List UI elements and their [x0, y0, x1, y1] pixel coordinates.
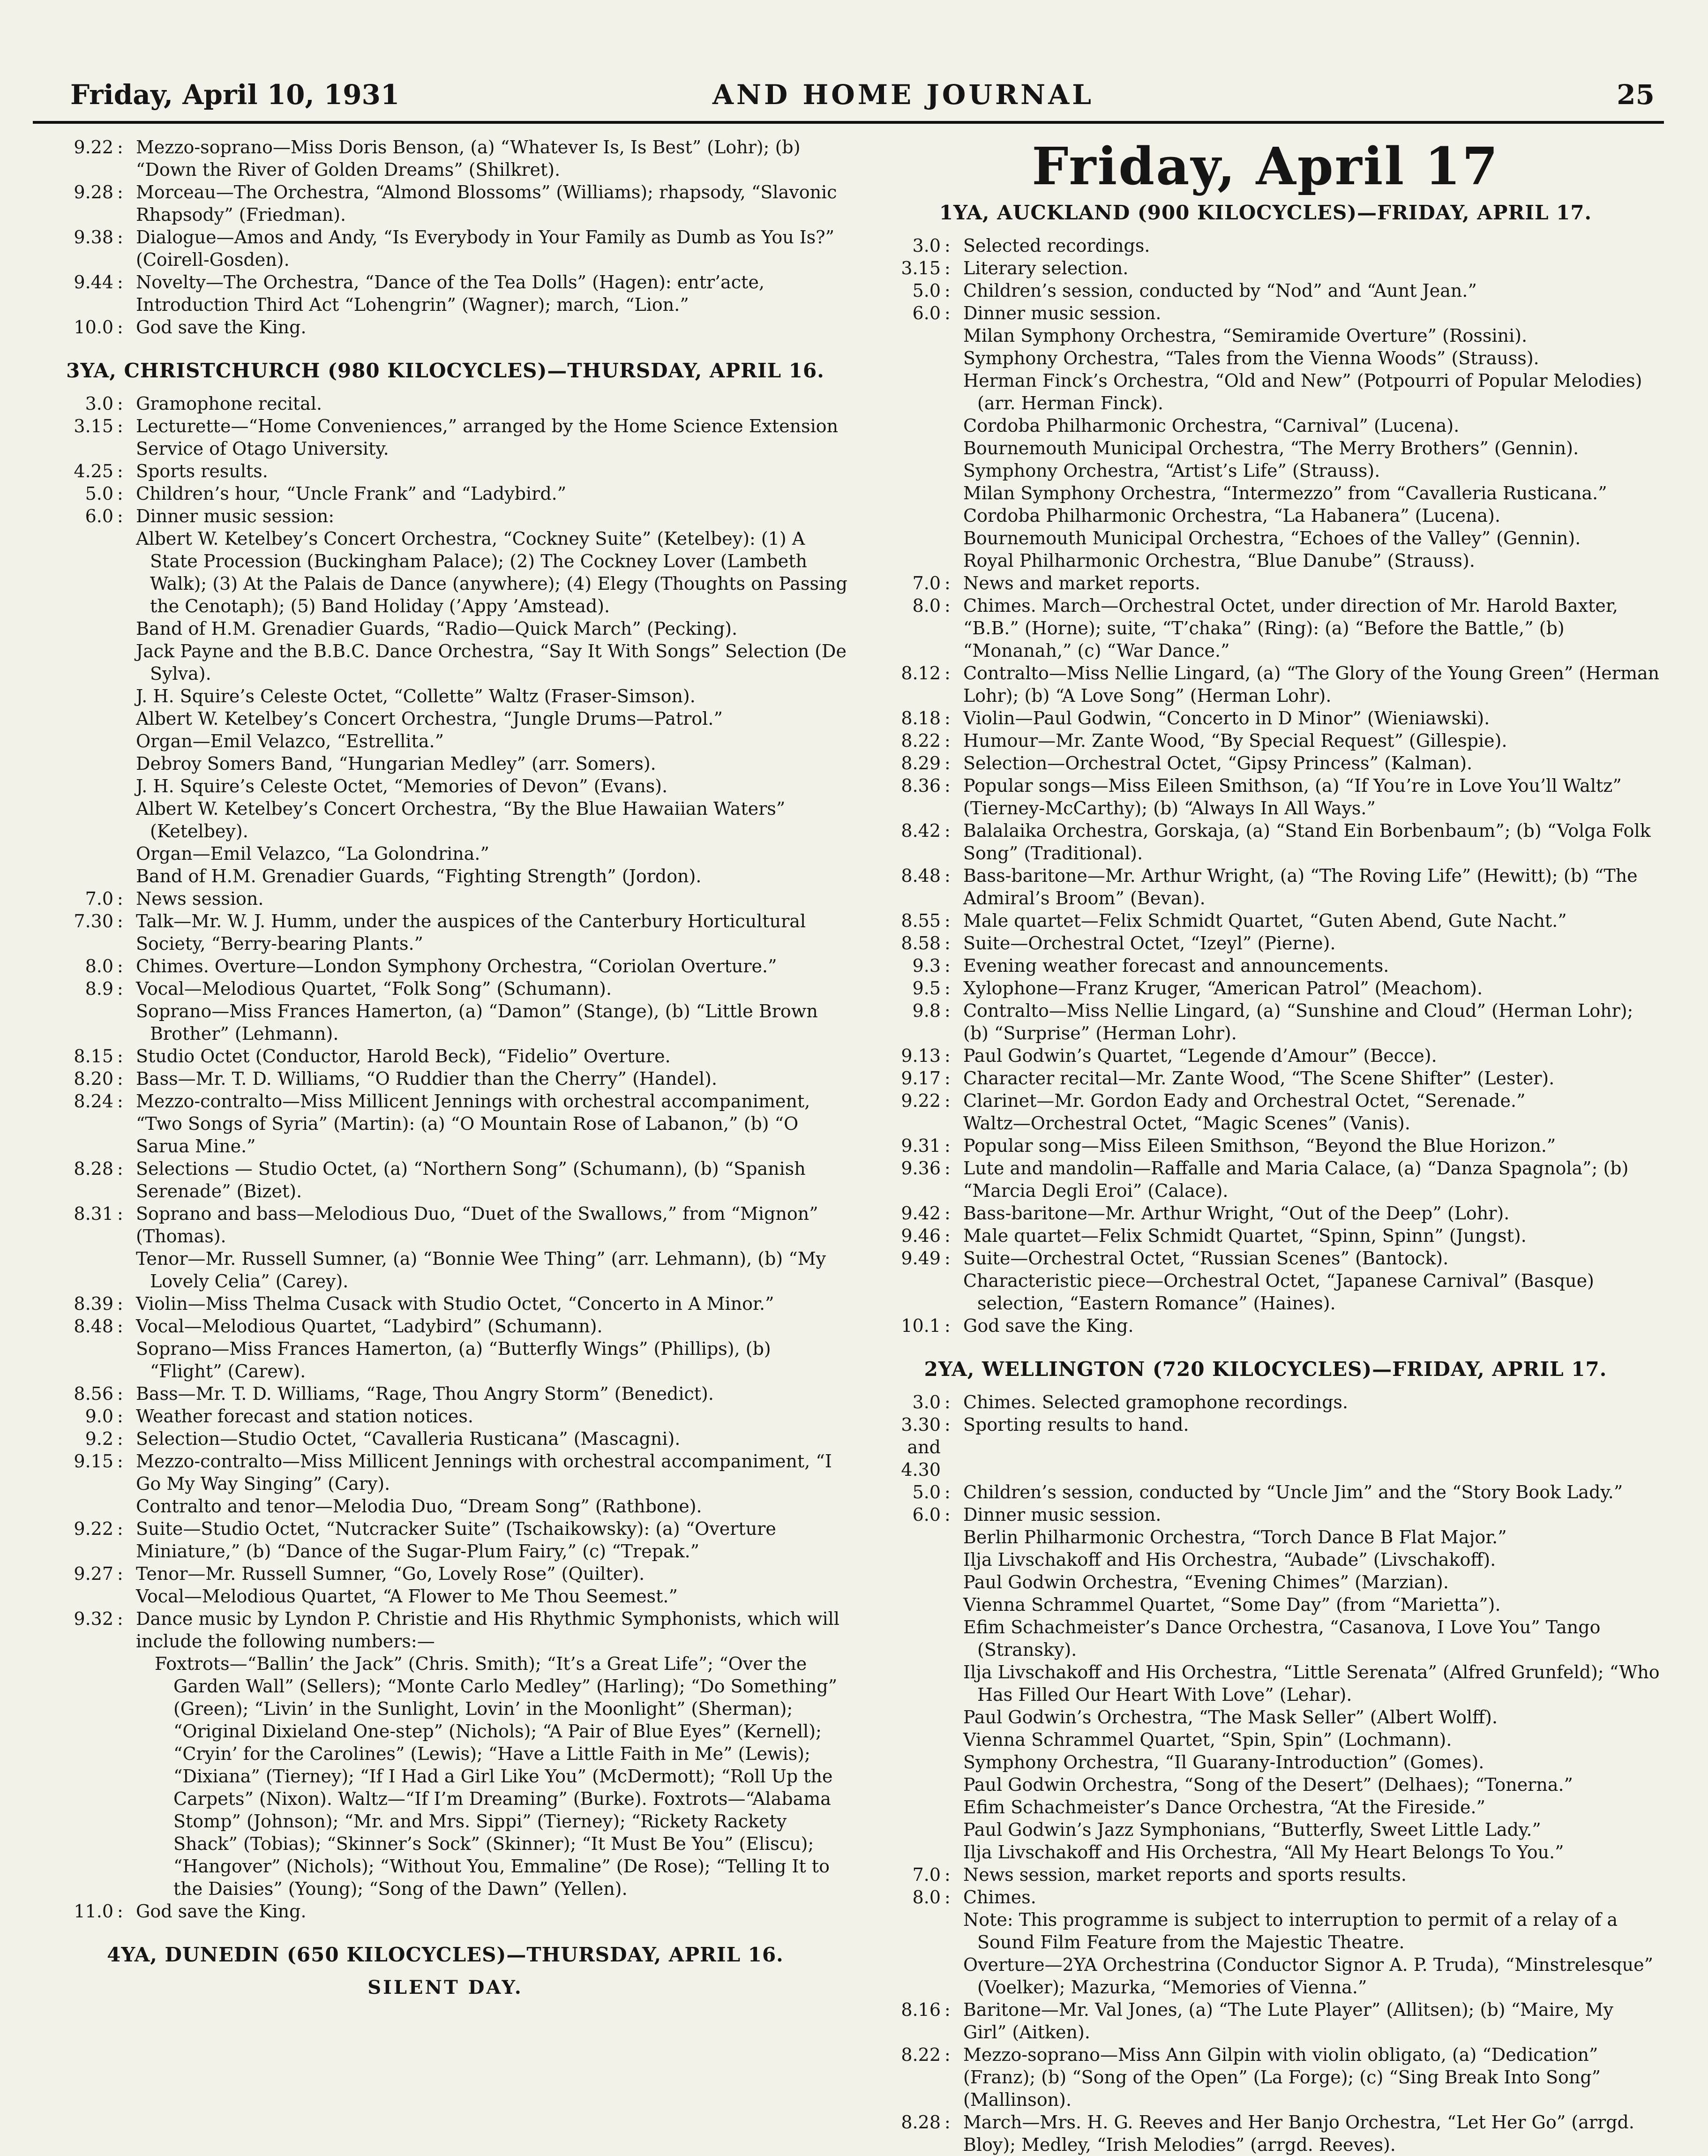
- entry-time: 8.0: [85, 956, 113, 977]
- entry-time: 9.15: [74, 1451, 113, 1472]
- entry-text: Character recital—Mr. Zante Wood, “The Scene Shifter” (Lester).: [963, 1068, 1555, 1089]
- dance-numbers: Foxtrots—“Ballin’ the Jack” (Chris. Smith); “It’s a Great Life”; “Over the Garden Wall” (Sellers); “Monte Carlo Medley” (Harling); “Do Something” (Green); “Livin’ in the Sunlight, Lovin’ in the Moonlight” (Sherman); “Original Dixieland One-step” (Nichols); “A Pair of Blue Eyes” (Kernell); “Cryin’ for the Carolines” (Lewis); “Have a Little Faith in Me” (Lewis); “Dixiana” (Tierney); “If I Had a Girl Like You” (McDermott); “Roll Up the Carpets” (Nixon). Waltz—“If I’m Dreaming” (Burke). Foxtrots—“Alabama Stomp” (Johnson); “Mr. and Mrs. Sippi” (Tierney); “Rickety Rackety Shack” (Tobias); “Skinner’s Sock” (Skinner); “It Must Be You” (Eliscu); “Hangover” (Nichols); “Without You, Emmaline” (De Rose); “Telling It to the Daisies” (Young); “Song of the Dawn” (Yellen).: [155, 1653, 838, 1899]
- programme-entry: 9.13 : Paul Godwin’s Quartet, “Legende d’Amour” (Becce).: [869, 1044, 1662, 1067]
- entry-text: Xylophone—Franz Kruger, “American Patrol” (Meachom).: [963, 978, 1483, 999]
- entry-time: 8.48: [901, 865, 941, 886]
- programme-entry: 8.48 : Bass-baritone—Mr. Arthur Wright, (a) “The Roving Life” (Hewitt); (b) “The Admiral’s Broom” (Bevan).: [869, 864, 1662, 909]
- programme-entry: 7.0 : News and market reports.: [869, 572, 1662, 594]
- entry-text: Dance music by Lyndon P. Christie and His Rhythmic Symphonists, which will include the following numbers:—: [136, 1608, 839, 1652]
- programme-entry: 11.0 : God save the King.: [42, 1900, 848, 1923]
- programme-entry: 9.49 : Suite—Orchestral Octet, “Russian Scenes” (Bantock).: [869, 1247, 1662, 1270]
- dinner-music-item: Efim Schachmeister’s Dance Orchestra, “Casanova, I Love You” Tango (Stransky).: [963, 1617, 1601, 1660]
- entry-time: 9.38: [74, 227, 113, 248]
- entry-time: 8.48: [74, 1316, 113, 1337]
- programme-entry: 8.28 : March—Mrs. H. G. Reeves and Her Banjo Orchestra, “Let Her Go” (arrgd. Bloy); Medley, “Irish Melodies” (arrgd. Reeves).: [869, 2111, 1662, 2156]
- page-header: [33, 70, 1664, 117]
- entry-text: God save the King.: [963, 1315, 1134, 1336]
- programme-entry: 8.42 : Balalaika Orchestra, Gorskaja, (a) “Stand Ein Borbenbaum”; (b) “Volga Folk Song” (Traditional).: [869, 819, 1662, 864]
- dinner-music-item: Symphony Orchestra, “Il Guarany-Introduction” (Gomes).: [963, 1752, 1484, 1773]
- programme-entry: 10.1 : God save the King.: [869, 1315, 1662, 1337]
- entry-time: 6.0: [912, 1504, 941, 1525]
- programme-list: [42, 136, 848, 338]
- dinner-music-item: Organ—Emil Velazco, “Estrellita.”: [136, 731, 444, 751]
- entry-text: Selected recordings.: [963, 235, 1150, 256]
- programme-entry: 9.28 : Morceau—The Orchestra, “Almond Blossoms” (Williams); rhapsody, “Slavonic Rhapsody” (Friedman).: [42, 181, 848, 226]
- entry-time: 10.0: [74, 317, 113, 338]
- entry-time: 9.22: [74, 1518, 113, 1539]
- dinner-music-item: Ilja Livschakoff and His Orchestra, “Little Serenata” (Alfred Grunfeld); “Who Has Filled Our Heart With Love” (Lehar).: [963, 1662, 1660, 1705]
- dinner-music-item: Ilja Livschakoff and His Orchestra, “All My Heart Belongs To You.”: [963, 1842, 1564, 1863]
- silent-day-notice: SILENT DAY.: [367, 1976, 523, 1998]
- entry-time: 9.17: [901, 1068, 941, 1089]
- dinner-music-item: Efim Schachmeister’s Dance Orchestra, “At the Fireside.”: [963, 1797, 1486, 1818]
- station-heading: 1YA, AUCKLAND (900 KILOCYCLES)—FRIDAY, APRIL 17.: [939, 201, 1592, 224]
- entry-time: 8.20: [74, 1068, 113, 1089]
- entry-time: 4.25: [74, 461, 113, 481]
- programme-note: Note: This programme is subject to interruption to permit of a relay of a Sound Film Feature from the Majestic Theatre.: [963, 1909, 1618, 1953]
- entry-time: 7.0: [85, 888, 113, 909]
- dinner-music-item: Albert W. Ketelbey’s Concert Orchestra, “Cockney Suite” (Ketelbey): (1) A State Procession (Buckingham Palace); (2) The Cockney Lover (Lambeth Walk); (3) At the Palais de Dance (anywhere); (4) Elegy (Thoughts on Passing the Cenotaph); (5) Band Holiday (’Appy ’Amstead).: [136, 528, 848, 616]
- entry-time: 8.9: [85, 978, 113, 999]
- entry-text: Selection—Studio Octet, “Cavalleria Rusticana” (Mascagni).: [136, 1428, 681, 1449]
- programme-entry: 9.46 : Male quartet—Felix Schmidt Quartet, “Spinn, Spinn” (Jungst).: [869, 1224, 1662, 1247]
- dinner-music-item: Albert W. Ketelbey’s Concert Orchestra, “By the Blue Hawaiian Waters” (Ketelbey).: [136, 798, 786, 841]
- entry-text: Mezzo-soprano—Miss Ann Gilpin with violin obligato, (a) “Dedication” (Franz); (b) “Song of the Open” (La Forge); (c) “Sing Break Into Song” (Mallinson).: [963, 2044, 1601, 2110]
- entry-time: 5.0: [85, 483, 113, 504]
- entry-text: News session.: [136, 888, 264, 909]
- entry-time: 5.0: [912, 280, 941, 301]
- entry-text: Tenor—Mr. Russell Sumner, “Go, Lovely Rose” (Quilter).: [136, 1563, 645, 1584]
- dinner-music-item: J. H. Squire’s Celeste Octet, “Collette” Waltz (Fraser-Simson).: [136, 686, 696, 706]
- entry-time: 9.36: [901, 1158, 941, 1179]
- station-heading: 4YA, DUNEDIN (650 KILOCYCLES)—THURSDAY, APRIL 16.: [107, 1943, 784, 1966]
- entry-text: Morceau—The Orchestra, “Almond Blossoms” (Williams); rhapsody, “Slavonic Rhapsody” (Friedman).: [136, 182, 837, 225]
- dinner-music-item: Paul Godwin Orchestra, “Song of the Desert” (Delhaes); “Tonerna.”: [963, 1774, 1573, 1795]
- entry-time: 8.36: [901, 775, 941, 796]
- entry-text: God save the King.: [136, 317, 307, 338]
- entry-text: Male quartet—Felix Schmidt Quartet, “Spinn, Spinn” (Jungst).: [963, 1225, 1527, 1246]
- entry-text: Chimes. Overture—London Symphony Orchestra, “Coriolan Overture.”: [136, 956, 777, 977]
- programme-subitem: Soprano—Miss Frances Hamerton, (a) “Damon” (Stange), (b) “Little Brown Brother” (Lehmann).: [136, 1001, 818, 1044]
- entry-time: 9.28: [74, 182, 113, 203]
- programme-entry: 5.0 : Children’s session, conducted by “Nod” and “Aunt Jean.”: [869, 279, 1662, 302]
- entry-time: 9.22: [901, 1090, 941, 1111]
- programme-entry: 9.27 : Tenor—Mr. Russell Sumner, “Go, Lovely Rose” (Quilter).: [42, 1563, 848, 1585]
- entry-time: 3.30 and 4.30: [901, 1414, 941, 1480]
- programme-entry: 8.9 : Vocal—Melodious Quartet, “Folk Song” (Schumann).: [42, 977, 848, 1000]
- programme-entry: 7.0 : News session, market reports and sports results.: [869, 1863, 1662, 1886]
- entry-text: Paul Godwin’s Quartet, “Legende d’Amour” (Becce).: [963, 1045, 1437, 1066]
- programme-list: [42, 887, 848, 1000]
- entry-text: Bass—Mr. T. D. Williams, “O Ruddier than the Cherry” (Handel).: [136, 1068, 718, 1089]
- entry-time: 9.22: [74, 137, 113, 158]
- entry-time: 3.0: [912, 235, 941, 256]
- entry-text: Popular song—Miss Eileen Smithson, “Beyond the Blue Horizon.”: [963, 1135, 1556, 1156]
- dinner-music-item: Symphony Orchestra, “Tales from the Vienna Woods” (Strauss).: [963, 348, 1539, 368]
- entry-time: 8.55: [901, 910, 941, 931]
- programme-entry: 9.42 : Bass-baritone—Mr. Arthur Wright, “Out of the Deep” (Lohr).: [869, 1202, 1662, 1224]
- programme-subitem: Contralto and tenor—Melodia Duo, “Dream Song” (Rathbone).: [136, 1496, 702, 1517]
- dinner-music-item: Band of H.M. Grenadier Guards, “Radio—Quick March” (Pecking).: [136, 618, 738, 639]
- entry-text: Mezzo-contralto—Miss Millicent Jennings with orchestral accompaniment, “Two Songs of Syria” (Martin): (a) “O Mountain Rose of Labanon,” (b) “O Sarua Mine.”: [136, 1091, 810, 1157]
- programme-entry: 7.0 : News session.: [42, 887, 848, 910]
- entry-time: 8.39: [74, 1293, 113, 1314]
- entry-text: Vocal—Melodious Quartet, “Folk Song” (Schumann).: [136, 978, 612, 999]
- right-column: [869, 136, 1662, 2156]
- entry-text: Children’s session, conducted by “Uncle Jim” and the “Story Book Lady.”: [963, 1482, 1623, 1502]
- programme-list: [869, 572, 1662, 1112]
- programme-list: [869, 1391, 1662, 1526]
- programme-entry: 7.30 : Talk—Mr. W. J. Humm, under the auspices of the Canterbury Horticultural Society, “Berry-bearing Plants.”: [42, 910, 848, 955]
- programme-entry: 9.22 : Suite—Studio Octet, “Nutcracker Suite” (Tschaikowsky): (a) “Overture Miniature,” (b) “Dance of the Sugar-Plum Fairy,” (c) “Trepak.”: [42, 1517, 848, 1563]
- programme-entry: 9.0 : Weather forecast and station notices.: [42, 1405, 848, 1427]
- programme-entry: 9.38 : Dialogue—Amos and Andy, “Is Everybody in Your Family as Dumb as You Is?” (Coirell-Gosden).: [42, 226, 848, 271]
- dinner-music-item: Berlin Philharmonic Orchestra, “Torch Dance B Flat Major.”: [963, 1527, 1507, 1548]
- programme-entry: 8.20 : Bass—Mr. T. D. Williams, “O Ruddier than the Cherry” (Handel).: [42, 1067, 848, 1090]
- day-title: Friday, April 17: [1032, 136, 1499, 196]
- programme-entry: 8.31 : Soprano and bass—Melodious Duo, “Duet of the Swallows,” from “Mignon” (Thomas).: [42, 1202, 848, 1247]
- dinner-music-item: Cordoba Philharmonic Orchestra, “La Habanera” (Lucena).: [963, 505, 1501, 526]
- dinner-music-list: [42, 527, 848, 887]
- dinner-music-item: Ilja Livschakoff and His Orchestra, “Aubade” (Livschakoff).: [963, 1549, 1496, 1570]
- entry-text: News session, market reports and sports results.: [963, 1864, 1407, 1885]
- entry-time: 9.13: [901, 1045, 941, 1066]
- entry-time: 9.8: [912, 1000, 941, 1021]
- programme-entry: 8.12 : Contralto—Miss Nellie Lingard, (a) “The Glory of the Young Green” (Herman Lohr); (b) “A Love Song” (Herman Lohr).: [869, 662, 1662, 707]
- entry-time: 3.0: [85, 393, 113, 414]
- programme-entry: 4.25 : Sports results.: [42, 460, 848, 482]
- entry-text: Dialogue—Amos and Andy, “Is Everybody in Your Family as Dumb as You Is?” (Coirell-Gosden).: [136, 227, 835, 270]
- programme-entry: 9.3 : Evening weather forecast and announcements.: [869, 954, 1662, 977]
- dinner-music-item: Bournemouth Municipal Orchestra, “Echoes of the Valley” (Gennin).: [963, 528, 1581, 548]
- programme-subitem: Characteristic piece—Orchestral Octet, “Japanese Carnival” (Basque) selection, “Eastern Romance” (Haines).: [963, 1270, 1594, 1314]
- programme-entry: 5.0 : Children’s session, conducted by “Uncle Jim” and the “Story Book Lady.”: [869, 1481, 1662, 1503]
- entry-time: 7.30: [74, 911, 113, 932]
- entry-text: Clarinet—Mr. Gordon Eady and Orchestral Octet, “Serenade.”: [963, 1090, 1526, 1111]
- programme-entry: 8.18 : Violin—Paul Godwin, “Concerto in D Minor” (Wieniawski).: [869, 707, 1662, 729]
- entry-text: Violin—Miss Thelma Cusack with Studio Octet, “Concerto in A Minor.”: [136, 1293, 774, 1314]
- entry-time: 9.0: [85, 1406, 113, 1427]
- programme-entry: 3.0 : Selected recordings.: [869, 234, 1662, 257]
- programme-entry: 6.0 : Dinner music session.: [869, 1503, 1662, 1526]
- programme-entry: 8.16 : Baritone—Mr. Val Jones, (a) “The Lute Player” (Allitsen); (b) “Maire, My Girl” (Aitken).: [869, 1998, 1662, 2043]
- dinner-music-list: [869, 1526, 1662, 1863]
- entry-text: Dinner music session.: [963, 1504, 1161, 1525]
- entry-time: 9.32: [74, 1608, 113, 1629]
- entry-text: Soprano and bass—Melodious Duo, “Duet of the Swallows,” from “Mignon” (Thomas).: [136, 1203, 818, 1247]
- entry-text: Lute and mandolin—Raffalle and Maria Calace, (a) “Danza Spagnola”; (b) “Marcia Degli Eroi” (Calace).: [963, 1158, 1629, 1201]
- dinner-music-item: Organ—Emil Velazco, “La Golondrina.”: [136, 843, 489, 864]
- entry-time: 9.44: [74, 272, 113, 293]
- entry-time: 3.15: [74, 416, 113, 436]
- entry-time: 9.3: [912, 955, 941, 976]
- programme-list: [42, 1045, 848, 1247]
- entry-text: Baritone—Mr. Val Jones, (a) “The Lute Player” (Allitsen); (b) “Maire, My Girl” (Aitken).: [963, 1999, 1613, 2043]
- entry-text: Suite—Orchestral Octet, “Russian Scenes” (Bantock).: [963, 1248, 1449, 1269]
- programme-entry: 8.56 : Bass—Mr. T. D. Williams, “Rage, Thou Angry Storm” (Benedict).: [42, 1382, 848, 1405]
- programme-subitem: Tenor—Mr. Russell Sumner, (a) “Bonnie Wee Thing” (arr. Lehmann), (b) “My Lovely Celia” (Carey).: [136, 1248, 826, 1292]
- programme-subitem: Vocal—Melodious Quartet, “A Flower to Me Thou Seemest.”: [136, 1586, 678, 1607]
- programme-entry: 6.0 : Dinner music session:: [42, 505, 848, 527]
- entry-text: Novelty—The Orchestra, “Dance of the Tea Dolls” (Hagen): entr’acte, Introduction Third Act “Lohengrin” (Wagner); march, “Lion.”: [136, 272, 765, 315]
- programme-entry: 9.22 : Clarinet—Mr. Gordon Eady and Orchestral Octet, “Serenade.”: [869, 1089, 1662, 1112]
- dinner-music-item: Debroy Somers Band, “Hungarian Medley” (arr. Somers).: [136, 753, 656, 774]
- entry-time: 3.15: [901, 258, 941, 278]
- programme-entry: 8.36 : Popular songs—Miss Eileen Smithson, (a) “If You’re in Love You’ll Waltz” (Tierney-McCarthy); (b) “Always In All Ways.”: [869, 774, 1662, 819]
- dinner-music-item: Bournemouth Municipal Orchestra, “The Merry Brothers” (Gennin).: [963, 438, 1579, 458]
- entry-text: Bass-baritone—Mr. Arthur Wright, (a) “The Roving Life” (Hewitt); (b) “The Admiral’s Broom” (Bevan).: [963, 865, 1638, 909]
- entry-text: Literary selection.: [963, 258, 1129, 278]
- header-page-number: 25: [1617, 79, 1655, 111]
- dinner-music-item: Paul Godwin Orchestra, “Evening Chimes” (Marzian).: [963, 1572, 1449, 1593]
- entry-time: 8.22: [901, 2044, 941, 2065]
- programme-entry: 3.0 : Chimes. Selected gramophone recordings.: [869, 1391, 1662, 1413]
- programme-entry: 8.48 : Vocal—Melodious Quartet, “Ladybird” (Schumann).: [42, 1315, 848, 1337]
- entry-text: Bass-baritone—Mr. Arthur Wright, “Out of the Deep” (Lohr).: [963, 1203, 1510, 1224]
- programme-entry: 3.15 : Literary selection.: [869, 257, 1662, 279]
- programme-entry: 9.15 : Mezzo-contralto—Miss Millicent Jennings with orchestral accompaniment, “I Go My Way Singing” (Cary).: [42, 1450, 848, 1495]
- programme-entry: 8.58 : Suite—Orchestral Octet, “Izeyl” (Pierne).: [869, 932, 1662, 954]
- entry-text: News and market reports.: [963, 573, 1200, 593]
- entry-text: Mezzo-contralto—Miss Millicent Jennings with orchestral accompaniment, “I Go My Way Singing” (Cary).: [136, 1451, 832, 1494]
- entry-time: 8.0: [912, 595, 941, 616]
- entry-text: Suite—Studio Octet, “Nutcracker Suite” (Tschaikowsky): (a) “Overture Miniature,” (b) “Dance of the Sugar-Plum Fairy,” (c) “Trepak.”: [136, 1518, 776, 1562]
- dinner-music-item: Milan Symphony Orchestra, “Semiramide Overture” (Rossini).: [963, 325, 1528, 346]
- entry-text: Dinner music session.: [963, 303, 1161, 323]
- programme-entry: 8.24 : Mezzo-contralto—Miss Millicent Jennings with orchestral accompaniment, “Two Songs of Syria” (Martin): (a) “O Mountain Rose of Labanon,” (b) “O Sarua Mine.”: [42, 1090, 848, 1157]
- programme-entry: 3.15 : Lecturette—“Home Conveniences,” arranged by the Home Science Extension Service of Otago University.: [42, 415, 848, 460]
- entry-text: Humour—Mr. Zante Wood, “By Special Request” (Gillespie).: [963, 730, 1507, 751]
- entry-time: 7.0: [912, 573, 941, 593]
- entry-time: 8.16: [901, 1999, 941, 2020]
- programme-list: [869, 1863, 1662, 1908]
- entry-time: 8.58: [901, 933, 941, 954]
- programme-entry: 9.5 : Xylophone—Franz Kruger, “American Patrol” (Meachom).: [869, 977, 1662, 999]
- entry-time: 8.29: [901, 753, 941, 774]
- programme-entry: 3.30 and 4.30 : Sporting results to hand.: [869, 1413, 1662, 1481]
- dinner-music-item: Vienna Schrammel Quartet, “Spin, Spin” (Lochmann).: [963, 1729, 1452, 1750]
- entry-time: 10.1: [901, 1315, 941, 1336]
- programme-entry: 8.0 : Chimes. March—Orchestral Octet, under direction of Mr. Harold Baxter, “B.B.” (Horne); suite, “T’chaka” (Ring): (a) “Before the Battle,” (b) “Monanah,” (c) “War Dance.”: [869, 594, 1662, 662]
- entry-text: Selection—Orchestral Octet, “Gipsy Princess” (Kalman).: [963, 753, 1473, 774]
- dinner-music-item: Paul Godwin’s Jazz Symphonians, “Butterfly, Sweet Little Lady.”: [963, 1819, 1541, 1840]
- entry-text: Talk—Mr. W. J. Humm, under the auspices of the Canterbury Horticultural Society, “Berry-bearing Plants.”: [136, 911, 806, 954]
- entry-text: Chimes. Selected gramophone recordings.: [963, 1392, 1348, 1412]
- entry-time: 6.0: [912, 303, 941, 323]
- entry-text: Chimes. March—Orchestral Octet, under direction of Mr. Harold Baxter, “B.B.” (Horne); suite, “T’chaka” (Ring): (a) “Before the Battle,” (b) “Monanah,” (c) “War Dance.”: [963, 595, 1618, 661]
- entry-text: Gramophone recital.: [136, 393, 322, 414]
- programme-entry: 8.28 : Selections — Studio Octet, (a) “Northern Song” (Schumann), (b) “Spanish Serenade” (Bizet).: [42, 1157, 848, 1202]
- programme-entry: 8.29 : Selection—Orchestral Octet, “Gipsy Princess” (Kalman).: [869, 752, 1662, 774]
- entry-time: 9.49: [901, 1248, 941, 1269]
- dinner-music-list: [869, 324, 1662, 572]
- entry-text: Children’s session, conducted by “Nod” and “Aunt Jean.”: [963, 280, 1477, 301]
- entry-text: Contralto—Miss Nellie Lingard, (a) “Sunshine and Cloud” (Herman Lohr); (b) “Surprise” (Herman Lohr).: [963, 1000, 1633, 1044]
- programme-entry: 10.0 : God save the King.: [42, 316, 848, 338]
- programme-entry: 6.0 : Dinner music session.: [869, 302, 1662, 324]
- entry-text: Children’s hour, “Uncle Frank” and “Ladybird.”: [136, 483, 567, 504]
- entry-time: 9.46: [901, 1225, 941, 1246]
- entry-time: 8.12: [901, 663, 941, 684]
- programme-entry: 8.55 : Male quartet—Felix Schmidt Quartet, “Guten Abend, Gute Nacht.”: [869, 909, 1662, 932]
- entry-time: 8.42: [901, 820, 941, 841]
- entry-text: Balalaika Orchestra, Gorskaja, (a) “Stand Ein Borbenbaum”; (b) “Volga Folk Song” (Traditional).: [963, 820, 1651, 864]
- programme-list: [869, 1998, 1662, 2156]
- entry-time: 9.2: [85, 1428, 113, 1449]
- dinner-music-item: Paul Godwin’s Orchestra, “The Mask Seller” (Albert Wolff).: [963, 1707, 1498, 1728]
- entry-text: Mezzo-soprano—Miss Doris Benson, (a) “Whatever Is, Is Best” (Lohr); (b) “Down the River of Golden Dreams” (Shilkret).: [136, 137, 801, 180]
- entry-text: Studio Octet (Conductor, Harold Beck), “Fidelio” Overture.: [136, 1046, 671, 1067]
- programme-entry: 3.0 : Gramophone recital.: [42, 392, 848, 415]
- entry-time: 7.0: [912, 1864, 941, 1885]
- programme-entry: 8.0 : Chimes. Overture—London Symphony Orchestra, “Coriolan Overture.”: [42, 955, 848, 977]
- entry-time: 9.31: [901, 1135, 941, 1156]
- dinner-music-item: Vienna Schrammel Quartet, “Some Day” (from “Marietta”).: [963, 1594, 1501, 1615]
- programme-list: [42, 1517, 848, 1585]
- entry-text: March—Mrs. H. G. Reeves and Her Banjo Orchestra, “Let Her Go” (arrgd. Bloy); Medley, “Irish Melodies” (arrgd. Reeves).: [963, 2112, 1634, 2155]
- entry-time: 8.22: [901, 730, 941, 751]
- entry-text: Selections — Studio Octet, (a) “Northern Song” (Schumann), (b) “Spanish Serenade” (Bizet).: [136, 1158, 806, 1202]
- entry-text: Popular songs—Miss Eileen Smithson, (a) “If You’re in Love You’ll Waltz” (Tierney-McCarthy); (b) “Always In All Ways.”: [963, 775, 1622, 819]
- programme-entry: 9.36 : Lute and mandolin—Raffalle and Maria Calace, (a) “Danza Spagnola”; (b) “Marcia Degli Eroi” (Calace).: [869, 1157, 1662, 1202]
- entry-time: 8.28: [74, 1158, 113, 1179]
- entry-text: Contralto—Miss Nellie Lingard, (a) “The Glory of the Young Green” (Herman Lohr); (b) “A Love Song” (Herman Lohr).: [963, 663, 1660, 706]
- programme-list: [42, 1608, 848, 1653]
- entry-time: 9.5: [912, 978, 941, 999]
- entry-text: God save the King.: [136, 1901, 307, 1922]
- entry-time: 11.0: [74, 1901, 113, 1922]
- programme-entry: 9.22 : Mezzo-soprano—Miss Doris Benson, (a) “Whatever Is, Is Best” (Lohr); (b) “Down the River of Golden Dreams” (Shilkret).: [42, 136, 848, 181]
- dinner-music-item: Albert W. Ketelbey’s Concert Orchestra, “Jungle Drums—Patrol.”: [136, 708, 723, 729]
- entry-text: Bass—Mr. T. D. Williams, “Rage, Thou Angry Storm” (Benedict).: [136, 1383, 714, 1404]
- entry-text: Evening weather forecast and announcements.: [963, 955, 1389, 976]
- programme-subitem: Overture—2YA Orchestrina (Conductor Signor A. P. Truda), “Minstrelesque” (Voelker); Mazurka, “Memories of Vienna.”: [963, 1954, 1654, 1998]
- station-heading: 3YA, CHRISTCHURCH (980 KILOCYCLES)—THURSDAY, APRIL 16.: [66, 359, 824, 382]
- entry-text: Vocal—Melodious Quartet, “Ladybird” (Schumann).: [136, 1316, 603, 1337]
- entry-text: Sporting results to hand.: [963, 1414, 1189, 1435]
- entry-text: Weather forecast and station notices.: [136, 1406, 473, 1427]
- entry-text: Sports results.: [136, 461, 268, 481]
- programme-entry: 5.0 : Children’s hour, “Uncle Frank” and “Ladybird.”: [42, 482, 848, 505]
- dinner-music-item: Herman Finck’s Orchestra, “Old and New” (Potpourri of Popular Melodies) (arr. Herman Finck).: [963, 370, 1642, 413]
- entry-time: 3.0: [912, 1392, 941, 1412]
- left-column: [42, 136, 848, 1998]
- station-heading: 2YA, WELLINGTON (720 KILOCYCLES)—FRIDAY, APRIL 17.: [924, 1358, 1607, 1381]
- entry-time: 9.27: [74, 1563, 113, 1584]
- entry-time: 8.18: [901, 708, 941, 729]
- dinner-music-item: Milan Symphony Orchestra, “Intermezzo” from “Cavalleria Rusticana.”: [963, 483, 1607, 503]
- entry-time: 8.24: [74, 1091, 113, 1112]
- entry-text: Violin—Paul Godwin, “Concerto in D Minor” (Wieniawski).: [963, 708, 1490, 729]
- programme-subitem: Waltz—Orchestral Octet, “Magic Scenes” (Vanis).: [963, 1113, 1410, 1134]
- entry-text: Lecturette—“Home Conveniences,” arranged by the Home Science Extension Service of Otago University.: [136, 416, 839, 459]
- entry-text: Male quartet—Felix Schmidt Quartet, “Guten Abend, Gute Nacht.”: [963, 910, 1567, 931]
- entry-time: 8.28: [901, 2112, 941, 2133]
- programme-entry: 8.39 : Violin—Miss Thelma Cusack with Studio Octet, “Concerto in A Minor.”: [42, 1292, 848, 1315]
- programme-list: [42, 392, 848, 527]
- entry-time: 6.0: [85, 506, 113, 526]
- entry-time: 8.0: [912, 1887, 941, 1908]
- dinner-music-item: Cordoba Philharmonic Orchestra, “Carnival” (Lucena).: [963, 415, 1460, 436]
- programme-list: [42, 1292, 848, 1337]
- entry-time: 8.31: [74, 1203, 113, 1224]
- entry-time: 9.42: [901, 1203, 941, 1224]
- entry-time: 8.56: [74, 1383, 113, 1404]
- programme-entry: 9.2 : Selection—Studio Octet, “Cavalleria Rusticana” (Mascagni).: [42, 1427, 848, 1450]
- programme-list: [42, 1382, 848, 1495]
- header-rule: [33, 121, 1664, 124]
- dinner-music-item: Jack Payne and the B.B.C. Dance Orchestra, “Say It With Songs” Selection (De Sylva).: [136, 641, 847, 684]
- programme-entry: 8.22 : Mezzo-soprano—Miss Ann Gilpin with violin obligato, (a) “Dedication” (Franz); (b) “Song of the Open” (La Forge); (c) “Sing Break Into Song” (Mallinson).: [869, 2043, 1662, 2111]
- programme-entry: 9.32 : Dance music by Lyndon P. Christie and His Rhythmic Symphonists, which will include the following numbers:—: [42, 1608, 848, 1653]
- entry-time: 5.0: [912, 1482, 941, 1502]
- header-date: Friday, April 10, 1931: [70, 79, 400, 111]
- programme-entry: 9.44 : Novelty—The Orchestra, “Dance of the Tea Dolls” (Hagen): entr’acte, Introduction Third Act “Lohengrin” (Wagner); march, “Lion.”: [42, 271, 848, 316]
- dinner-music-item: Band of H.M. Grenadier Guards, “Fighting Strength” (Jordon).: [136, 866, 702, 886]
- programme-entry: 9.31 : Popular song—Miss Eileen Smithson, “Beyond the Blue Horizon.”: [869, 1134, 1662, 1157]
- programme-subitem: Soprano—Miss Frances Hamerton, (a) “Butterfly Wings” (Phillips), (b) “Flight” (Carew).: [136, 1338, 771, 1382]
- dinner-music-item: Royal Philharmonic Orchestra, “Blue Danube” (Strauss).: [963, 550, 1475, 571]
- programme-entry: 9.17 : Character recital—Mr. Zante Wood, “The Scene Shifter” (Lester).: [869, 1067, 1662, 1089]
- dinner-music-item: J. H. Squire’s Celeste Octet, “Memories of Devon” (Evans).: [136, 776, 668, 796]
- entry-text: Suite—Orchestral Octet, “Izeyl” (Pierne).: [963, 933, 1336, 954]
- programme-entry: 9.8 : Contralto—Miss Nellie Lingard, (a) “Sunshine and Cloud” (Herman Lohr); (b) “Surprise” (Herman Lohr).: [869, 999, 1662, 1044]
- header-paper-name: AND HOME JOURNAL: [712, 79, 1094, 111]
- dinner-music-item: Symphony Orchestra, “Artist’s Life” (Strauss).: [963, 460, 1380, 481]
- entry-time: 8.15: [74, 1046, 113, 1067]
- programme-entry: 8.0 : Chimes.: [869, 1886, 1662, 1908]
- entry-text: Dinner music session:: [136, 506, 335, 526]
- programme-entry: 8.22 : Humour—Mr. Zante Wood, “By Special Request” (Gillespie).: [869, 729, 1662, 752]
- programme-list: [869, 1134, 1662, 1270]
- programme-entry: 8.15 : Studio Octet (Conductor, Harold Beck), “Fidelio” Overture.: [42, 1045, 848, 1067]
- programme-list: [869, 234, 1662, 324]
- entry-text: Chimes.: [963, 1887, 1036, 1908]
